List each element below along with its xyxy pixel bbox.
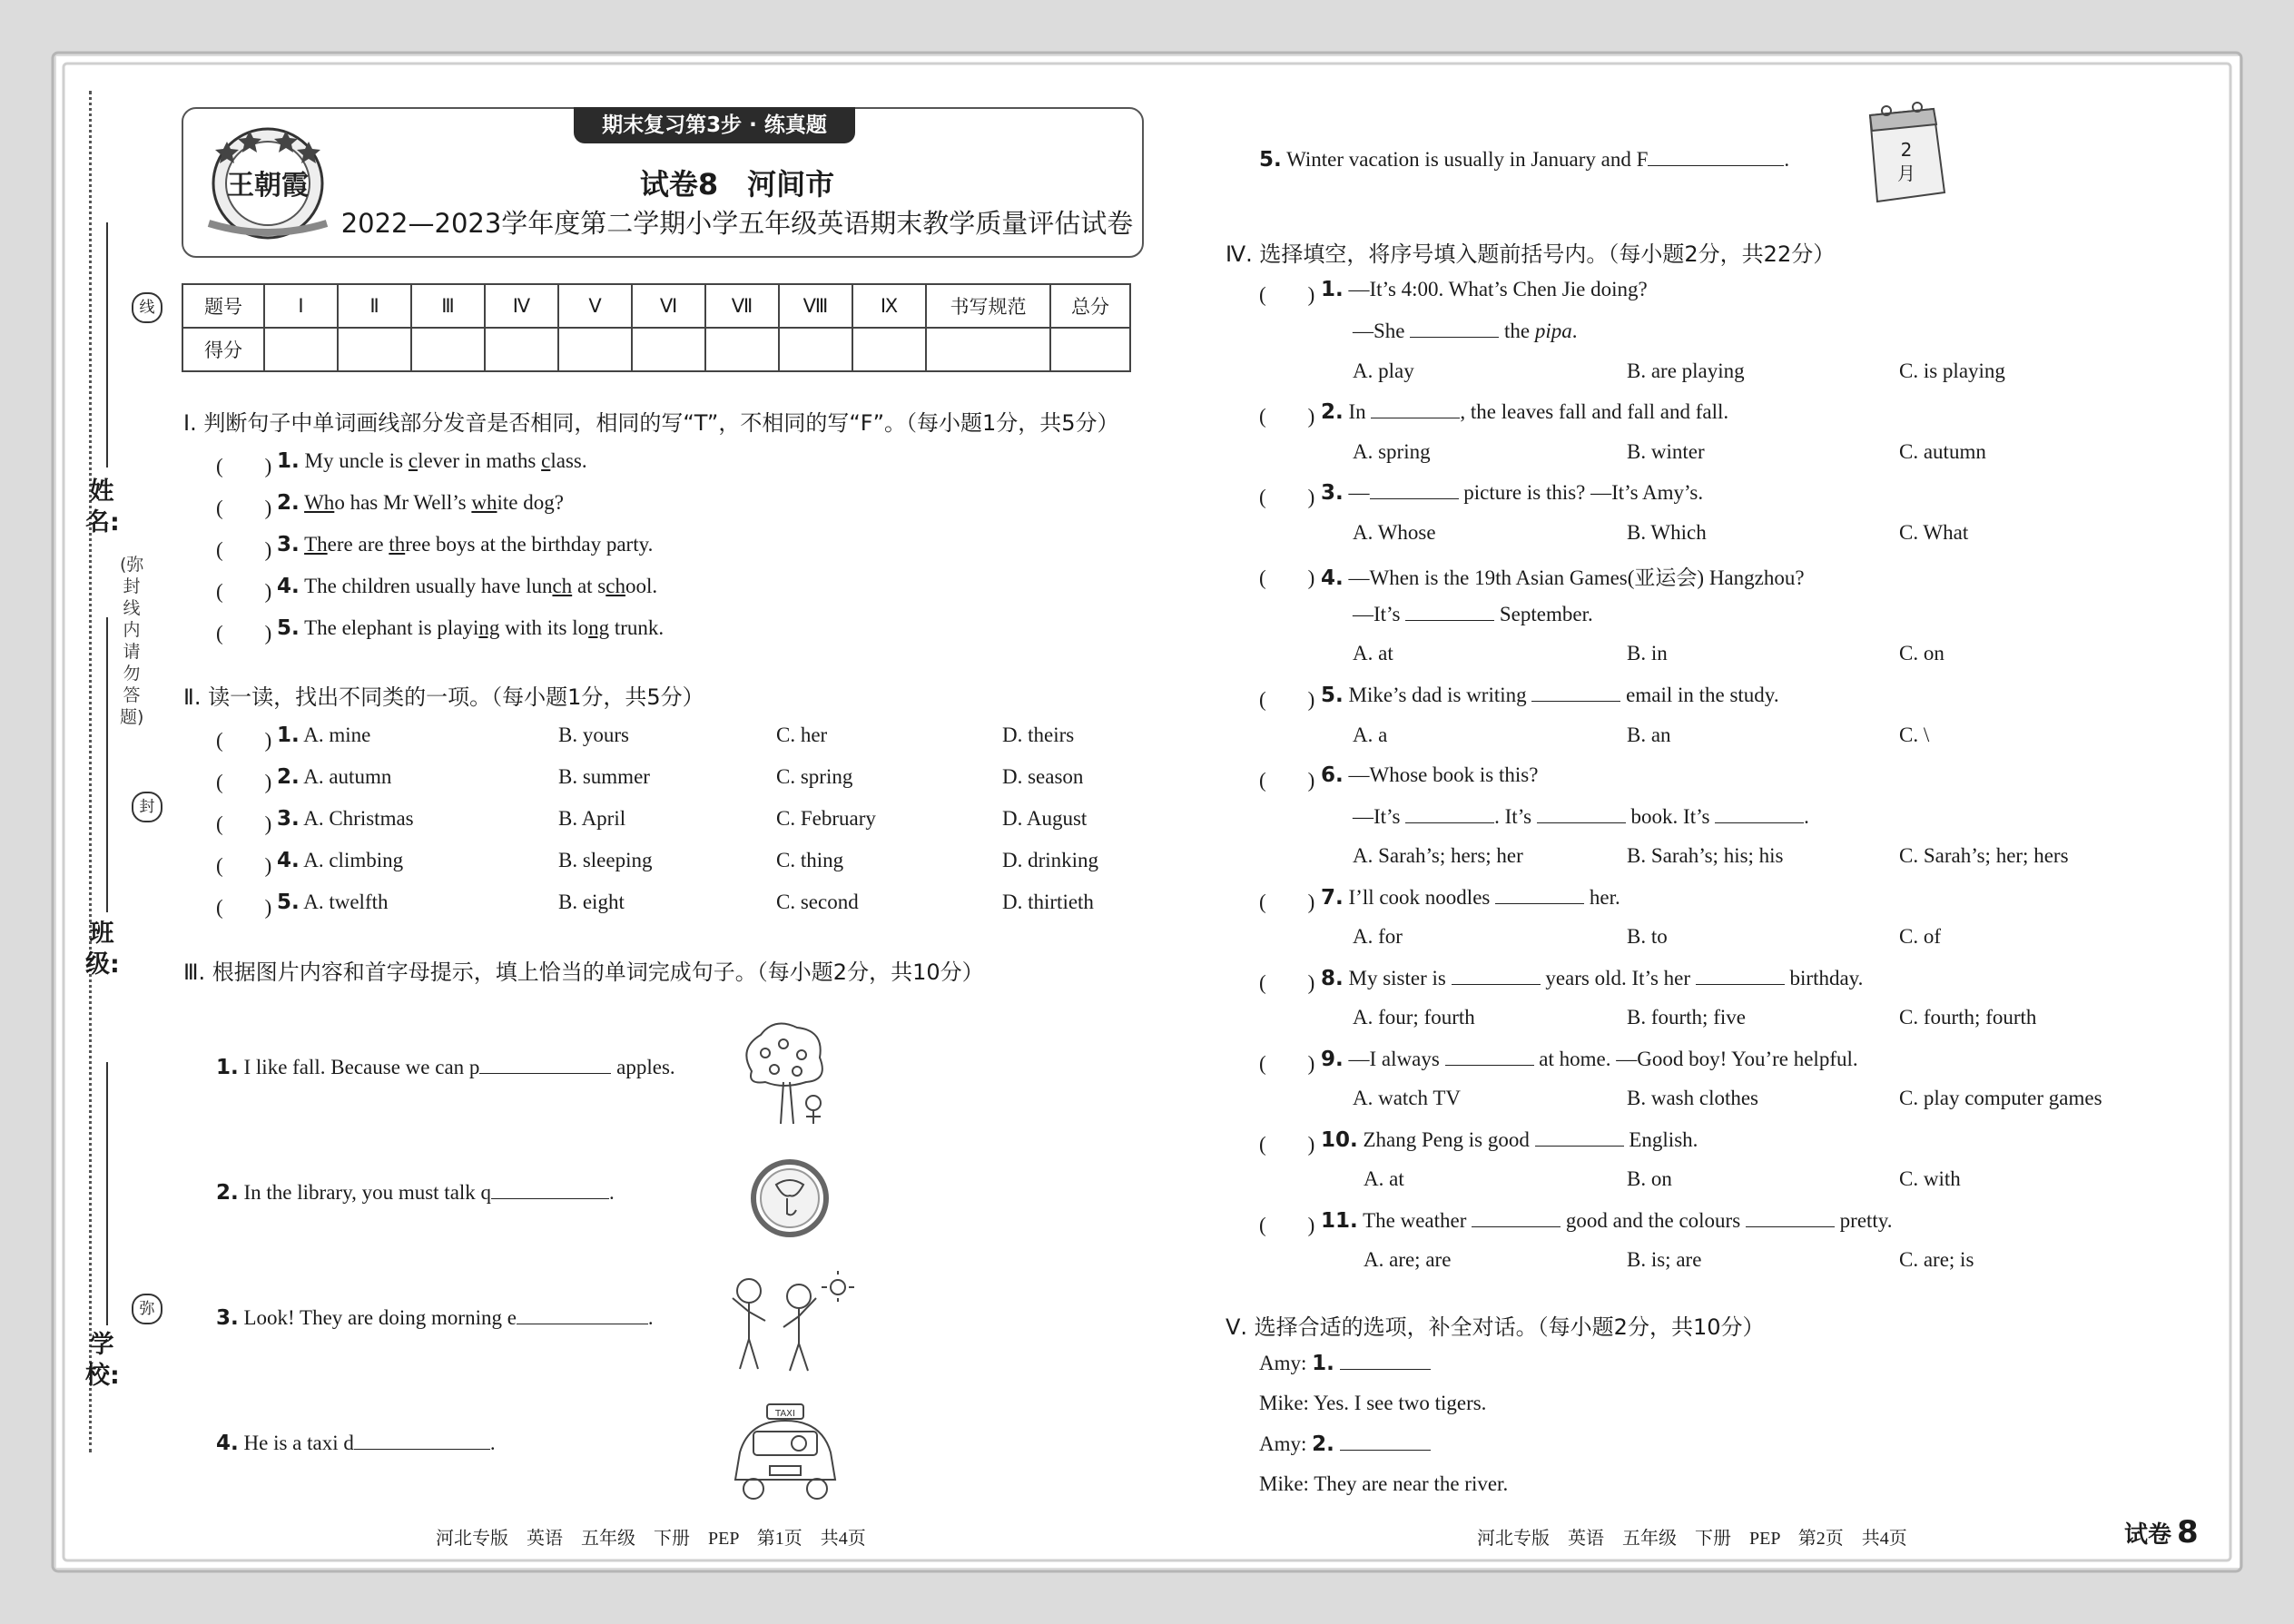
item-text: pretty. [1834, 1209, 1893, 1232]
score-cell[interactable] [411, 328, 485, 371]
item-text: ere are [327, 533, 389, 556]
answer-blank[interactable] [1370, 480, 1459, 499]
item-number: 5. [1259, 148, 1282, 172]
answer-blank[interactable] [1410, 319, 1499, 338]
mi-mark: 弥 [132, 1294, 162, 1324]
option-a: A. a [1353, 723, 1388, 746]
dialog-line [1259, 1351, 1431, 1375]
item-number: 5. [277, 891, 300, 914]
item-text: He is a taxi d [243, 1432, 354, 1454]
score-cell[interactable] [926, 328, 1050, 371]
option-c: C. is playing [1899, 359, 2005, 382]
option-a: A. four; fourth [1353, 1006, 1475, 1029]
speaker: Mike: [1259, 1392, 1314, 1414]
underlined-part: ch [552, 575, 573, 597]
option-c: C. What [1899, 521, 1969, 544]
underlined-part: ng [588, 616, 610, 639]
option-c: C. February [776, 807, 876, 830]
item-number: 1. [1312, 1352, 1334, 1375]
option-d: D. season [1002, 765, 1084, 788]
option-c: C. with [1899, 1167, 1961, 1190]
option-b: B. is; are [1627, 1248, 1702, 1271]
option-d: D. drinking [1002, 849, 1099, 871]
item-text: —It’s 4:00. What’s Chen Jie doing? [1348, 278, 1648, 300]
option-b: B. to [1627, 925, 1668, 948]
item-text: o has Mr Well’s [334, 491, 472, 514]
s2-item [277, 891, 389, 914]
item-text: ool. [625, 575, 658, 597]
calendar-picture [1861, 102, 1952, 206]
item-text: My sister is [1348, 967, 1452, 989]
s3-item [216, 1431, 496, 1455]
item-text: ite dog? [497, 491, 564, 514]
answer-blank[interactable] [1340, 1432, 1431, 1451]
answer-paren[interactable]: ( ) [216, 729, 272, 752]
answer-paren[interactable]: ( ) [216, 538, 272, 561]
answer-blank[interactable] [1535, 1127, 1624, 1147]
underlined-part: ch [605, 575, 625, 597]
answer-paren[interactable]: ( ) [216, 580, 272, 603]
option-b: B. sleeping [558, 849, 653, 871]
option-a: A. spring [1353, 440, 1431, 463]
item-text: —Whose book is this? [1348, 763, 1539, 786]
item-text: The elephant is playi [304, 616, 479, 639]
option-d: D. August [1002, 807, 1088, 830]
item-number: 5. [277, 616, 300, 640]
quiet-sign-picture [749, 1157, 831, 1239]
q4-line2 [1353, 602, 1593, 626]
option-a: A. Whose [1353, 521, 1436, 544]
underlined-part: c [408, 449, 418, 472]
answer-blank[interactable] [1715, 804, 1804, 823]
option-b: B. fourth; five [1627, 1006, 1746, 1029]
item-number: 2. [1321, 400, 1344, 424]
item-number: 1. [1321, 278, 1344, 301]
answer-paren[interactable]: ( ) [1259, 486, 1315, 508]
q3-stem [1321, 480, 1703, 505]
option-b: B. summer [558, 765, 650, 788]
option-b: B. are playing [1627, 359, 1745, 382]
section-5-title: Ⅴ. 选择合适的选项，补全对话。（每小题2分，共10分） [1226, 1314, 1765, 1340]
score-header-cell: Ⅷ [779, 284, 852, 328]
exam-header [182, 107, 1144, 258]
review-step-tab: 期末复习第3步 · 练真题 [574, 107, 855, 143]
q2-stem [1321, 399, 1728, 424]
option-a: A. watch TV [1353, 1087, 1462, 1109]
answer-blank[interactable] [1405, 804, 1494, 823]
s2-item [277, 723, 370, 747]
section-1-title: Ⅰ. 判断句子中单词画线部分发音是否相同，相同的写“T”，不相同的写“F”。（每小题1分，共5分） [183, 410, 1119, 436]
option-d: D. thirtieth [1002, 891, 1094, 913]
q5-stem [1321, 683, 1779, 707]
answer-blank[interactable] [491, 1180, 609, 1199]
score-cell[interactable] [338, 328, 411, 371]
option-b: B. wash clothes [1627, 1087, 1759, 1109]
dialog-line [1259, 1392, 1486, 1415]
q11-stem [1321, 1208, 1893, 1233]
item-number: 8. [1321, 967, 1344, 990]
option-a: A. at [1353, 642, 1393, 664]
option-c: C. on [1899, 642, 1944, 664]
item-number: 2. [277, 491, 300, 515]
item-number: 10. [1321, 1128, 1358, 1152]
answer-blank[interactable] [1537, 804, 1626, 823]
morning-exercise-picture [722, 1271, 858, 1375]
option-b: B. in [1627, 642, 1668, 664]
option-b: B. Sarah’s; his; his [1627, 844, 1784, 867]
answer-blank[interactable] [354, 1431, 490, 1450]
option-b: B. on [1627, 1167, 1672, 1190]
q1-stem [1321, 278, 1648, 301]
logo-text: 王朝霞 [227, 170, 309, 202]
score-header-cell: Ⅸ [852, 284, 926, 328]
answer-blank[interactable] [479, 1055, 611, 1074]
item-text: . [489, 1432, 496, 1454]
item-text: . [1804, 805, 1809, 828]
q6-line2 [1353, 804, 1809, 829]
item-text: My uncle is [304, 449, 409, 472]
answer-paren[interactable]: ( ) [1259, 1052, 1315, 1075]
name-label: 姓名: [85, 477, 120, 536]
exam-title: 试卷8 河间市 [639, 167, 835, 202]
class-label: 班级: [85, 920, 120, 979]
option-a: A. mine [303, 723, 371, 746]
answer-blank[interactable] [517, 1305, 648, 1324]
item-number: 9. [1321, 1048, 1344, 1071]
section-4-title: Ⅳ. 选择填空，将序号填入题前括号内。（每小题2分，共22分） [1226, 241, 1836, 267]
option-b: B. Which [1627, 521, 1707, 544]
option-c: C. spring [776, 765, 853, 788]
s3-item [216, 1180, 615, 1205]
q9-stem [1321, 1047, 1858, 1071]
option-c: C. \ [1899, 723, 1930, 746]
score-row-label: 得分 [182, 328, 264, 371]
exam-subtitle: 2022—2023学年度第二学期小学五年级英语期末教学质量评估试卷 [340, 208, 1134, 239]
item-text: —It’s [1353, 805, 1406, 828]
item-number: 3. [216, 1306, 239, 1330]
answer-blank[interactable] [1531, 683, 1620, 702]
item-text: picture is this? —It’s Amy’s. [1458, 481, 1704, 504]
item-text: —She [1353, 320, 1411, 342]
score-cell[interactable] [1050, 328, 1130, 371]
underlined-part: Th [304, 533, 328, 556]
item-text: . [1571, 320, 1578, 342]
item-text: Winter vacation is usually in January and F [1286, 148, 1649, 171]
s1-item [277, 616, 664, 640]
q6-stem [1321, 763, 1538, 787]
binding-dotted-line [89, 91, 92, 1452]
dialog-line [1259, 1472, 1508, 1496]
item-text: In [1348, 400, 1372, 423]
item-text: her. [1584, 886, 1620, 909]
option-b: B. an [1627, 723, 1671, 746]
answer-paren[interactable]: ( ) [1259, 405, 1315, 428]
answer-paren[interactable]: ( ) [216, 497, 272, 519]
option-c: C. fourth; fourth [1899, 1006, 2037, 1029]
item-text: email in the study. [1620, 684, 1779, 706]
item-number: 4. [1321, 566, 1344, 590]
school-label: 学校: [85, 1331, 120, 1390]
underlined-part: wh [471, 491, 497, 514]
item-text: — [1348, 481, 1370, 504]
answer-blank[interactable] [1648, 147, 1784, 166]
s2-item [277, 849, 403, 872]
score-value-row [182, 328, 1130, 371]
answer-paren[interactable]: ( ) [216, 771, 272, 793]
answer-paren[interactable]: ( ) [1259, 971, 1315, 994]
score-table [182, 283, 1131, 372]
footer-right: 河北专版 英语 五年级 下册 PEP 第2页 共4页 [1477, 1529, 1907, 1549]
underlined-part: c [541, 449, 551, 472]
option-a: A. Christmas [303, 807, 414, 830]
item-text: . [609, 1181, 615, 1204]
score-cell[interactable] [558, 328, 632, 371]
item-text: The weather [1363, 1209, 1472, 1232]
item-text: , the leaves fall and fall and fall. [1460, 400, 1729, 423]
s2-item [277, 765, 391, 789]
option-c: C. thing [776, 849, 844, 871]
underlined-part: Wh [304, 491, 335, 514]
answer-blank[interactable] [1746, 1208, 1835, 1227]
name-write-line[interactable] [106, 222, 108, 468]
s3-item [216, 1055, 675, 1079]
answer-paren[interactable]: ( ) [1259, 769, 1315, 792]
section-2-title: Ⅱ. 读一读，找出不同类的一项。（每小题1分，共5分） [183, 684, 704, 710]
answer-blank[interactable] [1495, 885, 1584, 904]
answer-paren[interactable]: ( ) [1259, 1214, 1315, 1236]
item-text: I like fall. Because we can p [243, 1056, 480, 1078]
score-cell[interactable] [779, 328, 852, 371]
item-text: Zhang Peng is good [1363, 1128, 1535, 1151]
item-number: 6. [1321, 763, 1344, 787]
q8-stem [1321, 966, 1863, 990]
item-text: . [1784, 148, 1790, 171]
option-a: A. Sarah’s; hers; her [1353, 844, 1523, 867]
paper-number-value: 8 [2177, 1514, 2199, 1550]
answer-blank[interactable] [1472, 1208, 1561, 1227]
item-number: 11. [1321, 1209, 1358, 1233]
calendar-number: 2 [1900, 139, 1913, 161]
s3-item [1259, 147, 1789, 172]
item-number: 3. [1321, 481, 1344, 505]
q4-stem [1321, 561, 1805, 591]
item-text: —I always [1348, 1048, 1445, 1070]
item-number: 2. [277, 765, 300, 789]
underlined-part: ng [478, 616, 500, 639]
answer-paren[interactable]: ( ) [1259, 566, 1315, 589]
option-a: A. for [1353, 925, 1403, 948]
calendar-month: 月 [1897, 162, 1915, 184]
item-text: September. [1494, 603, 1593, 625]
score-cell[interactable] [632, 328, 705, 371]
answer-blank[interactable] [1371, 399, 1460, 418]
no-answer-note: (弥封线内请勿答题) [120, 555, 144, 727]
item-number: 4. [277, 849, 300, 872]
item-number: 2. [216, 1181, 239, 1205]
item-text: In the library, you must talk q [243, 1181, 492, 1204]
answer-paren[interactable]: ( ) [216, 455, 272, 477]
option-a: A. play [1353, 359, 1414, 382]
feng-mark: 封 [132, 792, 162, 822]
item-number: 5. [1321, 684, 1344, 707]
s1-item [277, 533, 653, 556]
item-text: the [1499, 320, 1535, 342]
answer-paren[interactable]: ( ) [1259, 891, 1315, 913]
section-3-title: Ⅲ. 根据图片内容和首字母提示，填上恰当的单词完成句子。（每小题2分，共10分） [183, 960, 984, 985]
s1-item [277, 491, 564, 515]
answer-blank[interactable] [1445, 1047, 1534, 1066]
s1-item [277, 575, 657, 598]
item-number: 4. [216, 1432, 239, 1455]
option-a: A. autumn [303, 765, 392, 788]
paper-number [2124, 1514, 2199, 1550]
score-cell[interactable] [705, 328, 779, 371]
q1-line2 [1353, 319, 1578, 343]
answer-paren[interactable]: ( ) [1259, 1133, 1315, 1156]
item-number: 3. [277, 807, 300, 831]
option-a: A. are; are [1364, 1248, 1452, 1271]
option-a: A. twelfth [303, 891, 389, 913]
item-text: at home. —Good boy! You’re helpful. [1533, 1048, 1858, 1070]
answer-paren[interactable]: ( ) [216, 854, 272, 877]
score-header-row [182, 284, 1130, 328]
option-c: C. Sarah’s; her; hers [1899, 844, 2069, 867]
item-text: The children usually have lun [304, 575, 553, 597]
item-text: Mike’s dad is writing [1348, 684, 1532, 706]
q10-stem [1321, 1127, 1698, 1152]
answer-blank[interactable] [1340, 1351, 1431, 1370]
score-cell[interactable] [264, 328, 338, 371]
option-a: A. at [1364, 1167, 1404, 1190]
score-header-cell: 总分 [1050, 284, 1130, 328]
answer-blank[interactable] [1405, 602, 1494, 621]
answer-paren[interactable]: ( ) [216, 896, 272, 919]
s1-item [277, 449, 587, 473]
answer-blank[interactable] [1696, 966, 1785, 985]
item-text: trunk. [609, 616, 665, 639]
item-number: 1. [277, 723, 300, 747]
dialog-text: They are near the river. [1314, 1472, 1509, 1495]
option-d: D. theirs [1002, 723, 1075, 746]
school-write-line[interactable] [106, 1062, 108, 1325]
item-text: good and the colours [1561, 1209, 1746, 1232]
item-number: 1. [277, 449, 300, 473]
speaker: Amy: [1259, 1432, 1313, 1455]
option-b: B. winter [1627, 440, 1705, 463]
score-header-cell: Ⅱ [338, 284, 411, 328]
item-text: lever in maths [418, 449, 542, 472]
speaker: Mike: [1259, 1472, 1314, 1495]
score-header-cell: Ⅵ [632, 284, 705, 328]
item-number: 7. [1321, 886, 1344, 910]
item-text: lass. [550, 449, 587, 472]
item-number: 4. [277, 575, 300, 598]
dialog-text: Yes. I see two tigers. [1313, 1392, 1487, 1414]
item-text: at s [572, 575, 606, 597]
score-header-cell: 书写规范 [926, 284, 1050, 328]
item-text: . [647, 1306, 654, 1329]
svg-text:TAXI: TAXI [775, 1409, 795, 1419]
score-header-cell: Ⅶ [705, 284, 779, 328]
answer-blank[interactable] [1452, 966, 1541, 985]
score-header-cell: Ⅰ [264, 284, 338, 328]
score-header-cell: Ⅴ [558, 284, 632, 328]
footer-left: 河北专版 英语 五年级 下册 PEP 第1页 共4页 [436, 1529, 866, 1549]
paper-label: 试卷 [2124, 1521, 2172, 1549]
option-c: C. are; is [1899, 1248, 1974, 1271]
speaker: Amy: [1259, 1352, 1313, 1374]
answer-paren[interactable]: ( ) [1259, 283, 1315, 306]
item-text: with its lo [499, 616, 589, 639]
item-text: birthday. [1784, 967, 1864, 989]
option-b: B. April [558, 807, 626, 830]
answer-paren[interactable]: ( ) [1259, 688, 1315, 711]
item-text: apples. [611, 1056, 675, 1078]
apple-tree-picture [733, 1017, 833, 1130]
option-c: C. of [1899, 925, 1941, 948]
item-text: —It’s [1353, 603, 1406, 625]
item-text: English. [1623, 1128, 1698, 1151]
option-c: C. play computer games [1899, 1087, 2102, 1109]
s3-item [216, 1305, 654, 1330]
option-c: C. second [776, 891, 859, 913]
score-header-cell: Ⅳ [485, 284, 558, 328]
option-a: A. climbing [303, 849, 404, 871]
dialog-line [1259, 1432, 1431, 1456]
item-text: —When is the 19th Asian Games(亚运会) Hangzhou? [1348, 566, 1805, 589]
answer-paren[interactable]: ( ) [216, 622, 272, 645]
score-header-cell: Ⅲ [411, 284, 485, 328]
score-cell[interactable] [852, 328, 926, 371]
item-text: I’ll cook noodles [1348, 886, 1496, 909]
item-number: 2. [1312, 1432, 1334, 1456]
item-number: 3. [277, 533, 300, 556]
item-text: ree boys at the birthday party. [405, 533, 654, 556]
item-text: years old. It’s her [1540, 967, 1696, 989]
score-header-cell: 题号 [182, 284, 264, 328]
class-write-line[interactable] [106, 617, 108, 912]
brand-logo [200, 122, 336, 244]
option-b: B. yours [558, 723, 629, 746]
option-c: C. her [776, 723, 828, 746]
xian-mark: 线 [132, 292, 162, 323]
item-number: 1. [216, 1056, 239, 1079]
taxi-picture [726, 1403, 844, 1502]
item-text: . It’s [1494, 805, 1537, 828]
option-c: C. autumn [1899, 440, 1986, 463]
s2-item [277, 807, 414, 831]
underlined-part: th [389, 533, 406, 556]
score-cell[interactable] [485, 328, 558, 371]
option-b: B. eight [558, 891, 625, 913]
item-text: book. It’s [1625, 805, 1716, 828]
answer-paren[interactable]: ( ) [216, 812, 272, 835]
item-text: pipa [1534, 320, 1572, 342]
item-text: Look! They are doing morning e [243, 1306, 517, 1329]
q7-stem [1321, 885, 1620, 910]
